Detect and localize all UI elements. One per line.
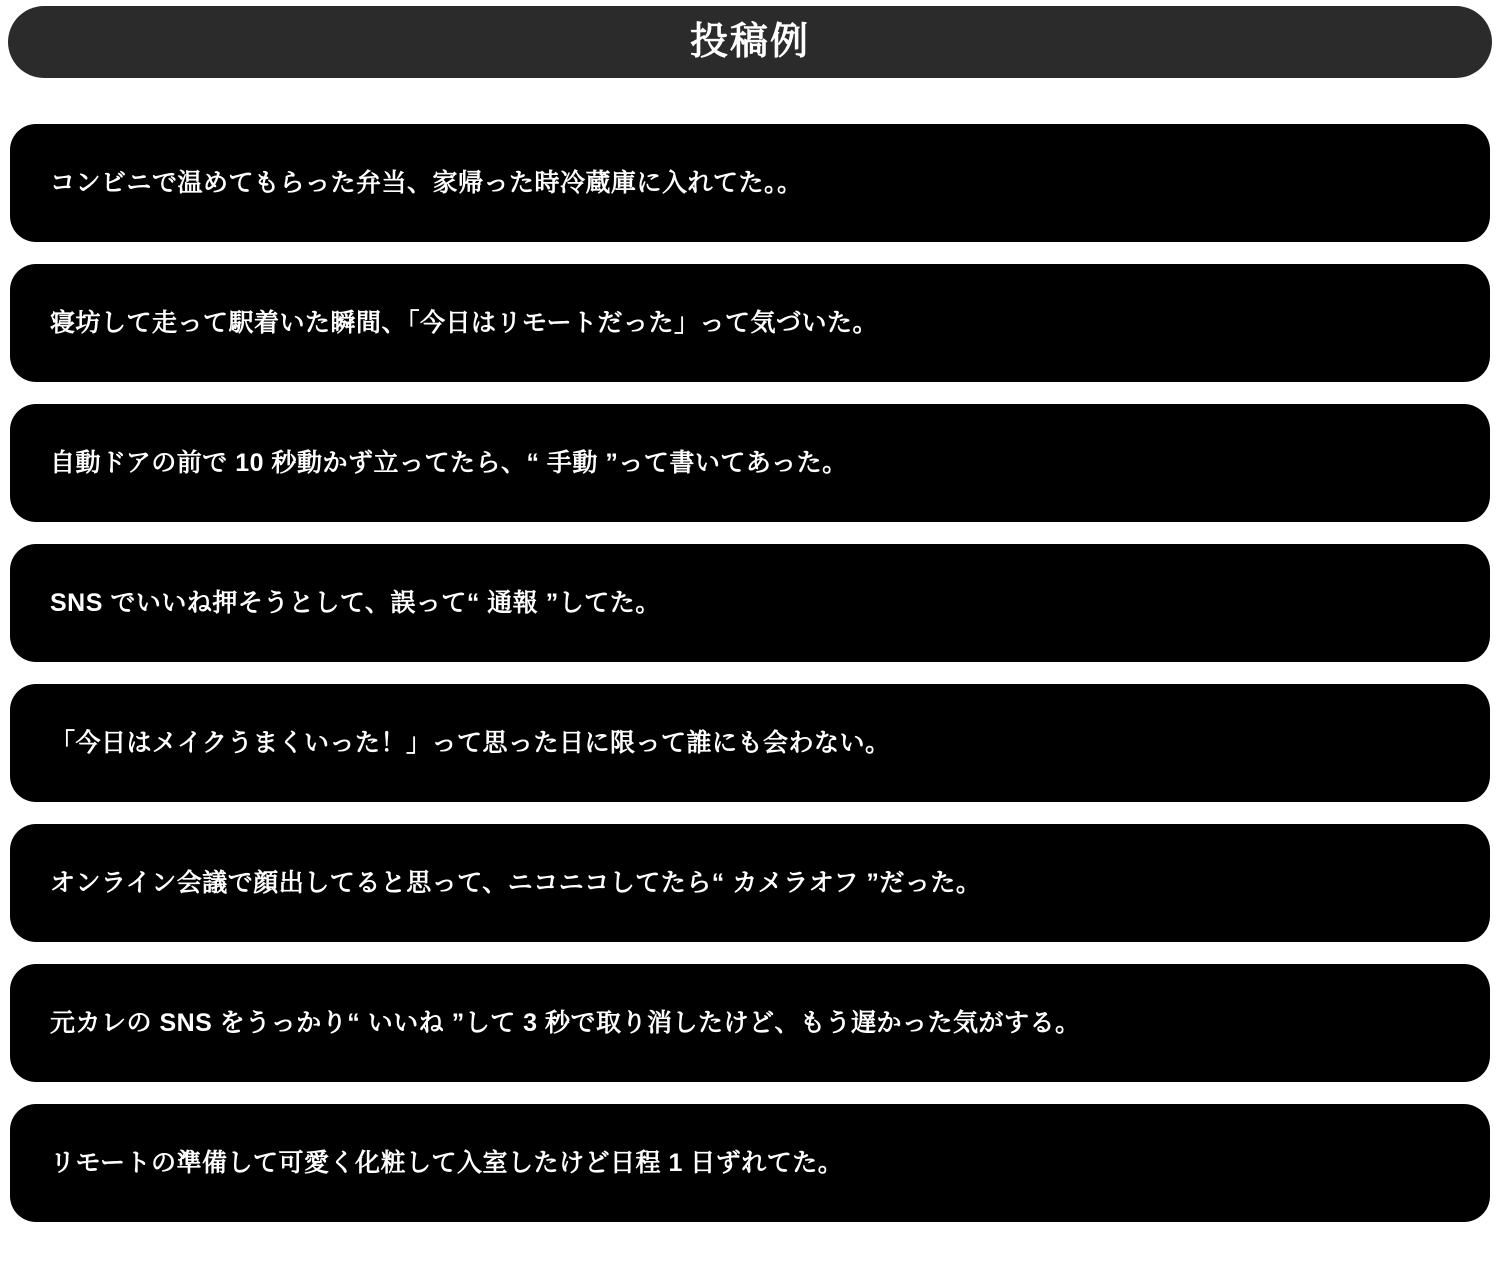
post-text: コンビニで温めてもらった弁当、家帰った時冷蔵庫に入れてた。。 [50,168,803,197]
list-item [10,964,1490,1082]
post-text: SNS でいいね押そうとして、誤って“ 通報 ”してた。 [50,588,661,617]
list-item [10,684,1490,802]
post-text: リモートの準備して可愛く化粧して入室したけど日程 1 日ずれてた。 [50,1148,844,1177]
post-text: 「今日はメイクうまくいった！」って思った日に限って誰にも会わない。 [50,728,891,757]
post-text: 自動ドアの前で 10 秒動かず立ってたら、“ 手動 ”って書いてあった。 [50,448,848,477]
post-text: オンライン会議で顔出してると思って、ニコニコしてたら“ カメラオフ ”だった。 [50,868,982,897]
post-list [0,124,1500,1222]
post-text: 寝坊して走って駅着いた瞬間、「今日はリモートだった」って気づいた。 [50,308,879,337]
page-title: 投稿例 [689,21,810,63]
page-header [8,6,1492,78]
post-examples-page [0,6,1500,1267]
list-item [10,544,1490,662]
list-item [10,1104,1490,1222]
list-item [10,124,1490,242]
post-text: 元カレの SNS をうっかり“ いいね ”して 3 秒で取り消したけど、もう遅かった気がする。 [50,1008,1081,1037]
list-item [10,264,1490,382]
list-item [10,404,1490,522]
list-item [10,824,1490,942]
